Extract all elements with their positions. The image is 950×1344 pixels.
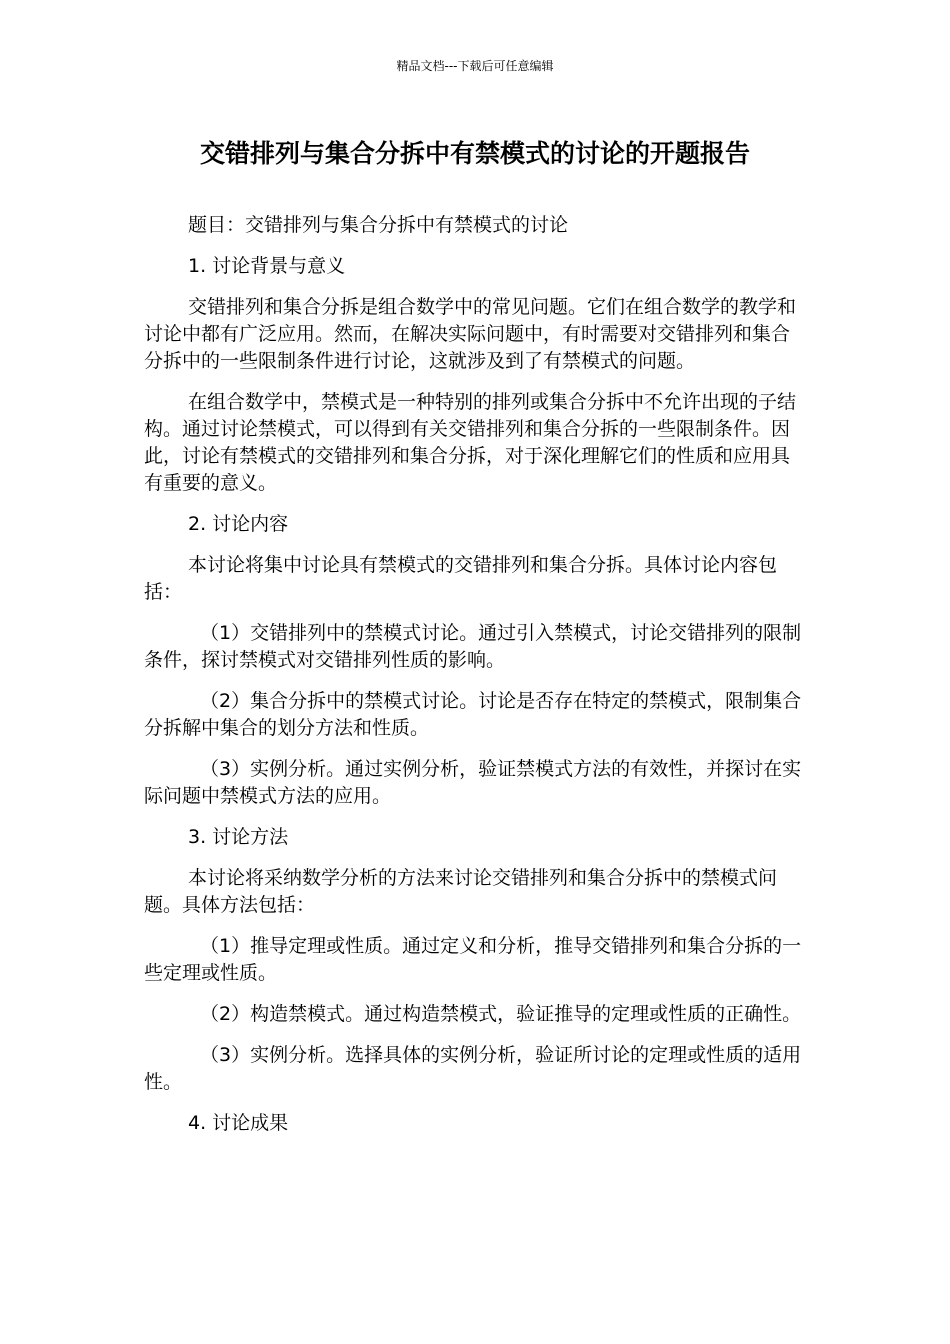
list-item: （3）实例分析。选择具体的实例分析，验证所讨论的定理或性质的适用性。	[144, 1044, 802, 1093]
document-body	[144, 212, 808, 1151]
list-item: （3）实例分析。通过实例分析，验证禁模式方法的有效性，并探讨在实际问题中禁模式方法的应用。	[144, 758, 802, 807]
section-heading: 3. 讨论方法	[188, 826, 289, 848]
paragraph: 交错排列和集合分拆是组合数学中的常见问题。它们在组合数学的教学和讨论中都有广泛应用。然而，在解决实际问题中，有时需要对交错排列和集合分拆中的一些限制条件进行讨论，这就涉及到了有禁模式的问题。	[144, 296, 797, 372]
topic-line: 题目：交错排列与集合分拆中有禁模式的讨论	[188, 214, 569, 236]
section-heading: 4. 讨论成果	[188, 1112, 289, 1134]
section-heading: 2. 讨论内容	[188, 513, 289, 535]
section-heading: 1. 讨论背景与意义	[188, 255, 346, 277]
paragraph: 在组合数学中，禁模式是一种特别的排列或集合分拆中不允许出现的子结构。通过讨论禁模式，可以得到有关交错排列和集合分拆的一些限制条件。因此，讨论有禁模式的交错排列和集合分拆，对于深化理解它们的性质和应用具有重要的意义。	[144, 391, 797, 494]
list-item: （2）构造禁模式。通过构造禁模式，验证推导的定理或性质的正确性。	[200, 1003, 802, 1025]
page-header: 精品文档---下载后可任意编辑	[396, 59, 554, 73]
list-item: （2）集合分拆中的禁模式讨论。讨论是否存在特定的禁模式，限制集合分拆解中集合的划分方法和性质。	[144, 690, 802, 739]
list-item: （1）交错排列中的禁模式讨论。通过引入禁模式，讨论交错排列的限制条件，探讨禁模式对交错排列性质的影响。	[144, 622, 802, 671]
paragraph: 本讨论将采纳数学分析的方法来讨论交错排列和集合分拆中的禁模式问题。具体方法包括：	[144, 867, 778, 916]
list-item: （1）推导定理或性质。通过定义和分析，推导交错排列和集合分拆的一些定理或性质。	[144, 935, 802, 984]
paragraph: 本讨论将集中讨论具有禁模式的交错排列和集合分拆。具体讨论内容包括：	[144, 554, 778, 603]
document-title: 交错排列与集合分拆中有禁模式的讨论的开题报告	[199, 139, 750, 168]
